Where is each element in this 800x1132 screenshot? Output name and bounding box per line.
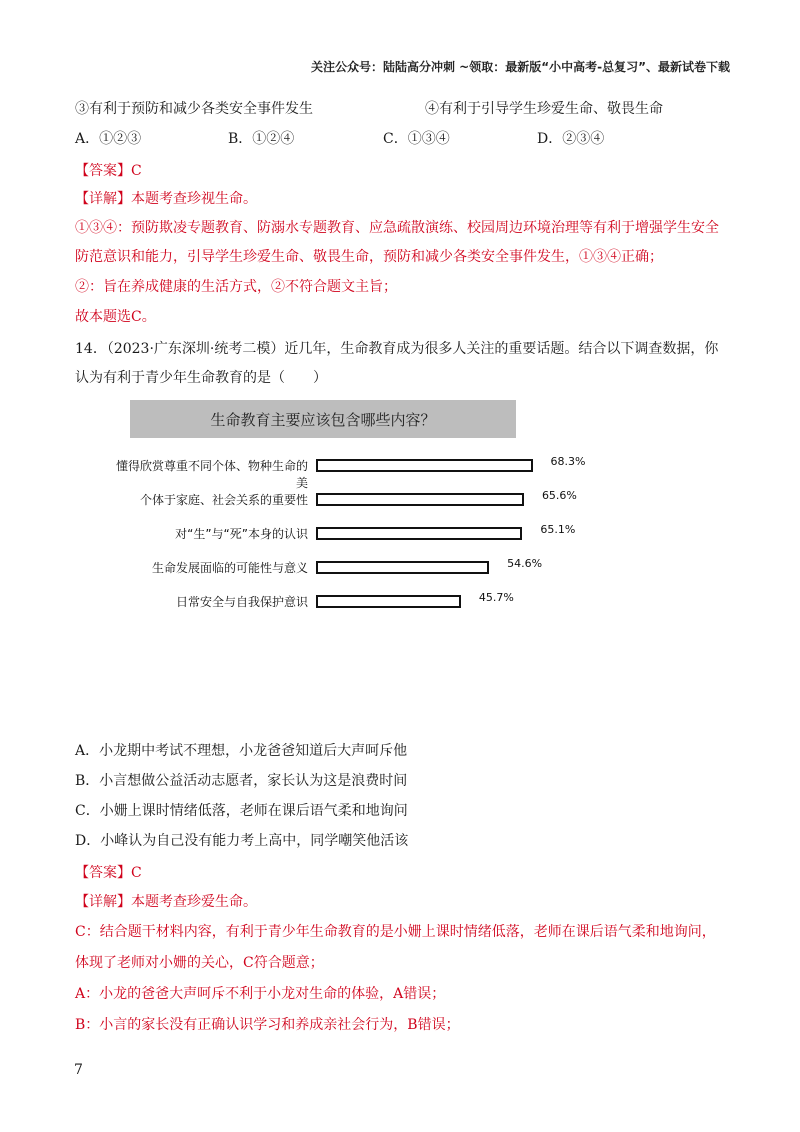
chart-category-label: 懂得欣赏尊重不同个体、物种生命的美 <box>115 459 308 490</box>
q13-statement-3: ③有利于预防和减少各类安全事件发生 <box>75 101 313 117</box>
chart-value-label: 65.1% <box>540 523 576 536</box>
q14-analysis-2: 体现了老师对小姗的关心，C符合题意； <box>75 955 324 971</box>
chart-value-label: 45.7% <box>478 591 514 604</box>
q14-stem-line-1: 14．（2023·广东深圳·统考二模）近几年，生命教育成为很多人关注的重要话题。结合以下调查数据，你 <box>75 341 719 357</box>
q13-option-b: B．①②④ <box>228 131 295 147</box>
chart-bar <box>316 493 524 506</box>
q13-answer: 【答案】C <box>75 163 142 179</box>
q13-analysis-4: 故本题选C。 <box>75 309 156 325</box>
chart-category-label: 生命发展面临的可能性与意义 <box>151 561 308 575</box>
q13-analysis-1: ①③④：预防欺凌专题教育、防溺水专题教育、应急疏散演练、校园周边环境治理等有利于增强学生安全 <box>75 220 719 236</box>
chart-bar <box>316 459 533 472</box>
q14-stem-line-2: 认为有利于青少年生命教育的是（ ） <box>75 370 327 386</box>
q13-detail-head: 【详解】本题考查珍视生命。 <box>75 191 257 207</box>
q14-option-b: B．小言想做公益活动志愿者，家长认为这是浪费时间 <box>75 773 408 789</box>
chart-category-label: 对“生”与“死”本身的认识 <box>175 527 308 541</box>
q13-option-a: A．①②③ <box>75 131 142 147</box>
chart-value-label: 68.3% <box>550 455 586 468</box>
q14-option-c: C．小姗上课时情绪低落，老师在课后语气柔和地询问 <box>75 803 408 819</box>
q13-analysis-3: ②：旨在养成健康的生活方式，②不符合题文主旨； <box>75 279 397 295</box>
chart-category-label: 个体于家庭、社会关系的重要性 <box>139 493 308 507</box>
chart-value-label: 54.6% <box>507 557 543 570</box>
q14-analysis-4: B：小言的家长没有正确认识学习和养成亲社会行为，B错误； <box>75 1017 460 1033</box>
chart-bar <box>316 527 522 540</box>
chart-value-label: 65.6% <box>541 489 577 502</box>
chart-bar <box>316 561 489 574</box>
chart-bar <box>316 595 461 608</box>
q13-option-c: C．①③④ <box>383 131 450 147</box>
page-number: 7 <box>74 1062 83 1078</box>
q14-option-a: A．小龙期中考试不理想，小龙爸爸知道后大声呵斥他 <box>75 743 408 759</box>
q13-analysis-2: 防范意识和能力，引导学生珍爱生命、敬畏生命，预防和减少各类安全事件发生，①③④正确； <box>75 249 663 265</box>
chart-title-bar <box>130 400 516 438</box>
q14-analysis-1: C：结合题干材料内容，有利于青少年生命教育的是小姗上课时情绪低落，老师在课后语气柔和地询问， <box>75 924 716 940</box>
q13-option-d: D．②③④ <box>537 131 605 147</box>
q14-analysis-3: A：小龙的爸爸大声呵斥不利于小龙对生命的体验，A错误； <box>75 986 446 1002</box>
page-header: 关注公众号：陆陆高分冲刺 ~领取：最新版“小中高考-总复习”、最新试卷下载 <box>311 60 730 74</box>
q14-answer: 【答案】C <box>75 865 142 881</box>
q14-detail-head: 【详解】本题考查珍爱生命。 <box>75 894 257 910</box>
chart-title: 生命教育主要应该包含哪些内容？ <box>210 411 436 429</box>
q13-statement-4: ④有利于引导学生珍爱生命、敬畏生命 <box>425 101 663 117</box>
chart-category-label: 日常安全与自我保护意识 <box>175 595 308 609</box>
q14-option-d: D．小峰认为自己没有能力考上高中，同学嘲笑他活该 <box>75 833 409 849</box>
